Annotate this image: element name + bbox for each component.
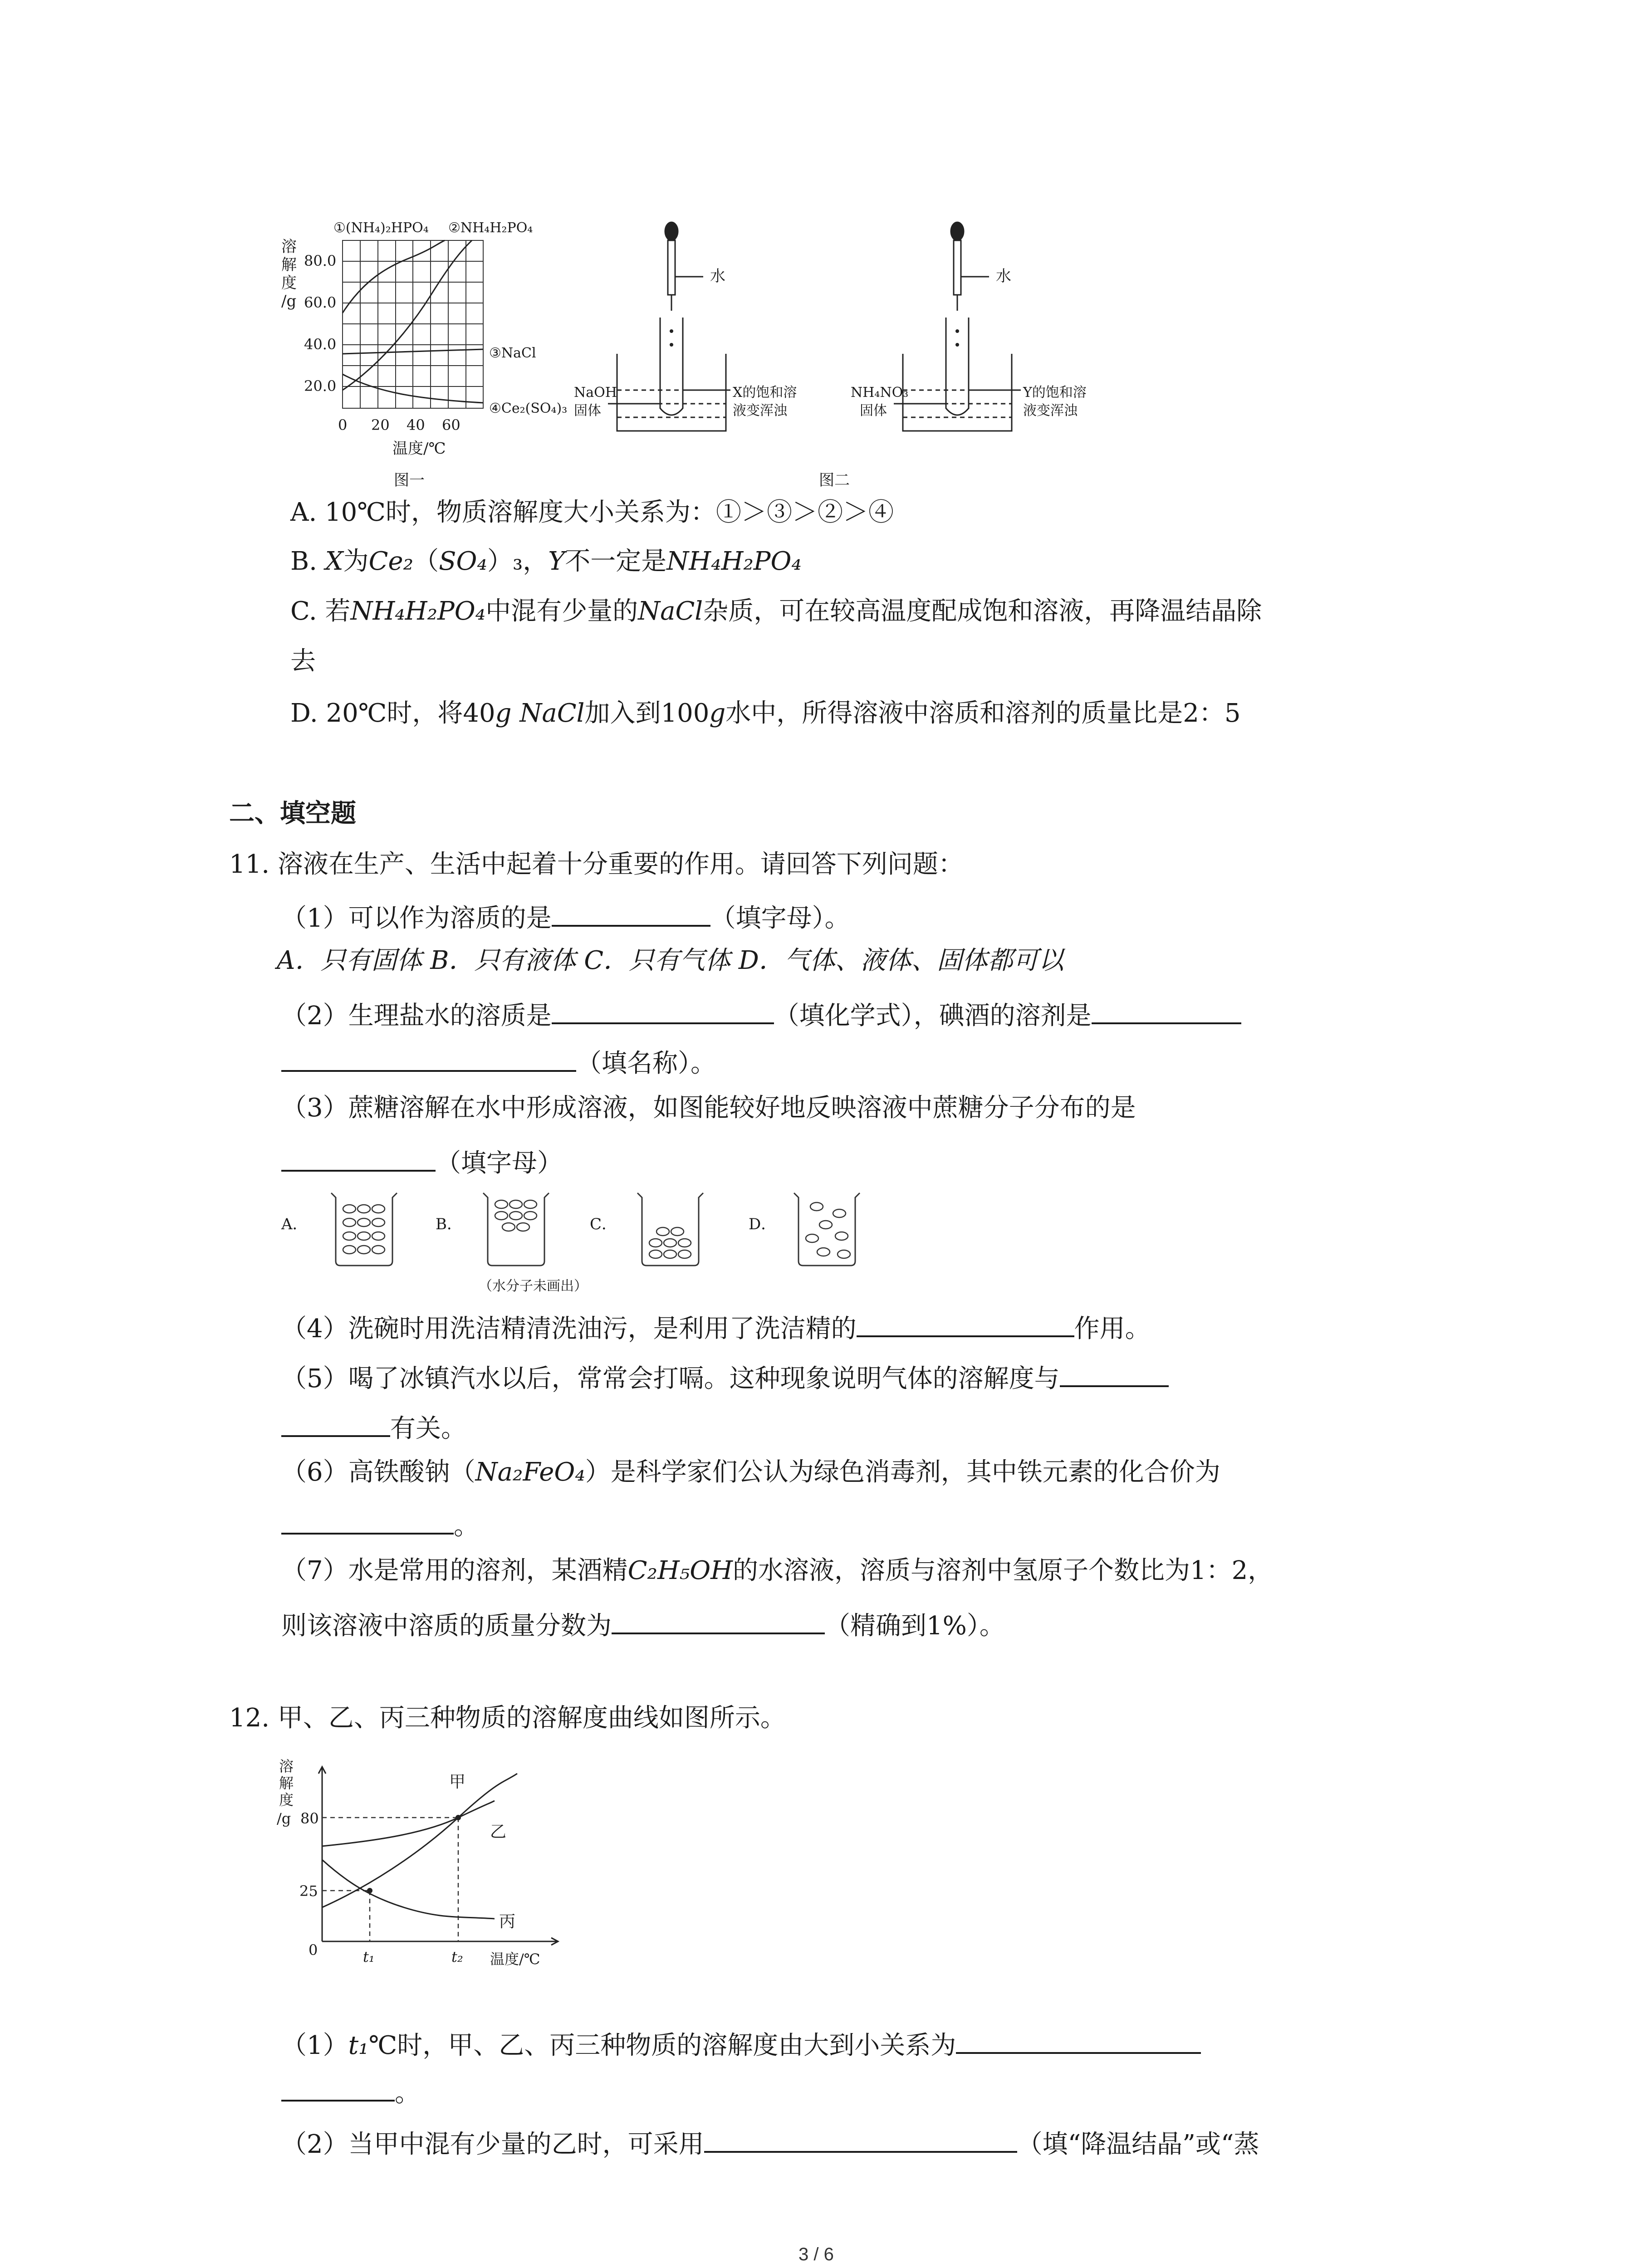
fig1-xtick-60: 60	[442, 416, 460, 434]
q11-p7-tail: （精确到1%）。	[825, 1611, 1005, 1641]
fig2-left-result-1: X的饱和溶	[733, 385, 797, 401]
q11-stem: 11. 溶液在生产、生活中起着十分重要的作用。请回答下列问题：	[229, 850, 964, 879]
q12-p1-tail: 。	[395, 2078, 420, 2108]
q12-p2-blank[interactable]	[704, 2126, 1017, 2153]
q11-p1-tail: （填字母）。	[710, 904, 850, 933]
q10-b-so: SO₄	[439, 547, 487, 576]
fig2-right-result-2: 液变浑浊	[1023, 403, 1078, 419]
q10-d-mid: 加入到100	[584, 699, 710, 728]
q11-p3-tail: （填字母）	[436, 1149, 563, 1178]
q10-c-mid: 中混有少量的	[485, 596, 638, 626]
q10-option-d	[290, 701, 1240, 726]
fig1-ytick-40: 40.0	[304, 336, 337, 353]
q10-b-y: Y	[548, 547, 565, 576]
q10-d-prefix: D. 20℃时，将40	[290, 699, 495, 728]
q11-p4-blank[interactable]	[857, 1311, 1074, 1337]
q12-y80: 80	[300, 1810, 319, 1827]
fig1-curve1-label: ①(NH₄)₂HPO₄	[333, 220, 429, 236]
fig1-ytick-20: 20.0	[304, 377, 337, 395]
q11-p3-blank[interactable]	[281, 1145, 436, 1172]
q10-b-mid4: 不一定是	[565, 547, 667, 576]
q11-part2	[281, 998, 1241, 1029]
q11-p6-blank[interactable]	[281, 1508, 454, 1535]
q10-c-nacl: NaCl	[638, 596, 703, 626]
q12-label-yi: 乙	[490, 1823, 507, 1841]
q10-b-mid3: ）₃，	[487, 547, 549, 576]
q12-p1-post: ℃时，甲、乙、丙三种物质的溶解度由大到小关系为	[368, 2031, 956, 2060]
q11-p1-options: A．只有固体 B．只有液体 C．只有气体 D．气体、液体、固体都可以	[277, 946, 1064, 975]
q11-p7-formula: C₂H₅OH	[627, 1556, 733, 1585]
fig1-ylabel-2: 解	[281, 256, 297, 274]
fig1-ylabel-1: 溶	[281, 238, 297, 256]
experiment-figure-2	[572, 213, 1443, 494]
q12-p2-tail: （填“降温结晶”或“蒸	[1017, 2130, 1259, 2159]
q11-part5	[281, 1361, 1169, 1392]
q11-p6-tail: 。	[454, 1511, 479, 1541]
q10-option-b	[290, 549, 802, 574]
q11-p2-text: （2）生理盐水的溶质是	[281, 1001, 552, 1031]
q10-option-a: A. 10℃时，物质溶解度大小关系为：①＞③＞②＞④	[290, 498, 894, 527]
q12-t2: t₂	[451, 1948, 463, 1965]
fig1-curve3-label: ③NaCl	[489, 345, 536, 361]
fig1-xtick-40: 40	[407, 416, 425, 434]
q10-b-nh: NH₄H₂PO₄	[666, 547, 802, 576]
q10-c-nh: NH₄H₂PO₄	[350, 596, 486, 626]
q12-p1-blank-b[interactable]	[281, 2075, 395, 2102]
q11-p4-text: （4）洗碗时用洗洁精清洗油污，是利用了洗洁精的	[281, 1314, 857, 1344]
q11-part3: （3）蔗糖溶解在水中形成溶液，如图能较好地反映溶液中蔗糖分子分布的是	[281, 1093, 1136, 1123]
q11-p5-blank-a[interactable]	[1060, 1361, 1169, 1387]
beaker-note: （水分子未画出）	[479, 1278, 588, 1294]
q11-part1	[281, 900, 850, 931]
beaker-label-d: D．	[749, 1215, 777, 1233]
q12-p2-text: （2）当甲中混有少量的乙时，可采用	[281, 2130, 704, 2159]
q12-part1	[281, 2028, 1201, 2058]
q11-p4-tail: 作用。	[1074, 1314, 1151, 1344]
q11-p2-tail: （填名称）。	[576, 1049, 716, 1078]
q11-p7-pre: （7）水是常用的溶剂，某酒精	[281, 1556, 628, 1585]
fig1-curve2-label: ②NH₄H₂PO₄	[448, 220, 533, 236]
q11-p1-blank[interactable]	[552, 900, 710, 927]
fig1-xlabel: 温度/℃	[392, 440, 446, 458]
fig1-ylabel-4: /g	[281, 292, 297, 310]
fig1-ytick-80: 80.0	[304, 252, 337, 269]
beaker-label-a: A．	[281, 1215, 308, 1233]
q10-d-rest: 水中，所得溶液中溶质和溶剂的质量比是2：5	[725, 699, 1241, 728]
q11-part7-line2	[281, 1608, 1005, 1639]
q11-p2-blank1[interactable]	[552, 998, 774, 1024]
beaker-figure	[277, 1184, 912, 1302]
q12-origin: 0	[309, 1941, 318, 1959]
fig2-right-solid-2: 固体	[860, 403, 887, 419]
q12-ylabel-3: 度	[279, 1791, 294, 1809]
fig1-ylabel-3: 度	[281, 274, 297, 292]
fig2-left-result-2: 液变浑浊	[733, 403, 787, 419]
fig1-ytick-60: 60.0	[304, 294, 337, 311]
q10-option-c-line1	[290, 596, 1262, 626]
q11-p2-mid: （填化学式），碘酒的溶剂是	[774, 1001, 1092, 1031]
q10-d-g1: g NaCl	[495, 699, 585, 728]
fig1-xtick-0: 0	[338, 416, 348, 434]
q12-ylabel-1: 溶	[279, 1758, 294, 1775]
fig2-right-solid-1: NH₄NO₃	[851, 385, 909, 401]
q12-p1-t: t₁	[348, 2031, 369, 2060]
q11-p2-blank2b[interactable]	[281, 1046, 576, 1072]
q11-part5-line2	[281, 1411, 466, 1442]
q10-c-prefix: C. 若	[290, 596, 351, 626]
q12-p1-blank-a[interactable]	[956, 2028, 1201, 2054]
solubility-chart-figure-1	[272, 213, 599, 494]
q11-p1-text: （1）可以作为溶质的是	[281, 904, 552, 933]
section-title: 二、填空题	[229, 798, 356, 828]
q12-part1-line2	[281, 2075, 420, 2106]
fig1-curve4-label: ④Ce₂(SO₄)₃	[489, 401, 568, 416]
q11-part6-line2	[281, 1508, 479, 1539]
q12-ylabel-2: 解	[279, 1774, 294, 1792]
q12-stem: 12. 甲、乙、丙三种物质的溶解度曲线如图所示。	[229, 1703, 786, 1733]
q11-part2-line2	[281, 1046, 716, 1076]
fig1-caption: 图一	[394, 471, 425, 489]
q10-b-x: X	[325, 547, 343, 576]
q12-y25: 25	[299, 1882, 318, 1900]
q12-xlabel: 温度/℃	[490, 1950, 540, 1968]
q11-part3-line2	[281, 1145, 563, 1176]
q10-d-g2: g	[709, 699, 726, 728]
q11-p6-pre: （6）高铁酸钠（	[281, 1457, 475, 1487]
q11-p5-tail: 有关。	[390, 1414, 466, 1443]
q10-option-c-line2: 去	[290, 646, 316, 676]
q11-p6-post: ）是科学家们公认为绿色消毒剂，其中铁元素的化合价为	[585, 1457, 1220, 1487]
beaker-label-c: C．	[590, 1215, 617, 1233]
q11-part4	[281, 1311, 1151, 1342]
q11-p2-blank2a[interactable]	[1092, 998, 1241, 1024]
q10-b-mid2: （	[413, 547, 439, 576]
q10-b-prefix: B.	[290, 547, 325, 576]
q10-c-rest: 杂质，可在较高温度配成饱和溶液，再降温结晶除	[703, 596, 1262, 626]
fig2-caption: 图二	[819, 471, 850, 489]
q11-p7-blank[interactable]	[612, 1608, 825, 1634]
fig2-right-result-1: Y的饱和溶	[1023, 385, 1087, 401]
q12-part2	[281, 2126, 1259, 2157]
q11-p5-text: （5）喝了冰镇汽水以后，常常会打嗝。这种现象说明气体的溶解度与	[281, 1364, 1060, 1393]
q10-b-ce: Ce₂	[368, 547, 414, 576]
q12-solubility-chart	[277, 1755, 603, 1991]
q12-ylabel-4: /g	[277, 1810, 291, 1827]
q11-part7	[281, 1558, 1273, 1584]
page-number: 3 / 6	[798, 2244, 834, 2264]
q12-t1: t₁	[363, 1948, 375, 1965]
fig2-right-water: 水	[996, 267, 1011, 285]
q11-part6	[281, 1457, 1220, 1487]
q11-p6-formula: Na₂FeO₄	[475, 1457, 585, 1487]
q12-label-bing: 丙	[499, 1912, 516, 1931]
fig2-left-solid-1: NaOH	[574, 385, 617, 401]
q11-p7-post: 的水溶液，溶质与溶剂中氢原子个数比为1：2，	[732, 1556, 1274, 1585]
fig2-left-water: 水	[710, 267, 725, 285]
fig2-left-solid-2: 固体	[574, 403, 601, 419]
q11-p5-blank-b[interactable]	[281, 1411, 390, 1437]
q12-label-jia: 甲	[449, 1773, 466, 1791]
q10-b-mid1: 为	[343, 547, 369, 576]
fig1-xtick-20: 20	[371, 416, 390, 434]
q11-p7-l2: 则该溶液中溶质的质量分数为	[281, 1611, 612, 1641]
q12-p1-pre: （1）	[281, 2031, 348, 2060]
beaker-label-b: B．	[436, 1215, 462, 1233]
